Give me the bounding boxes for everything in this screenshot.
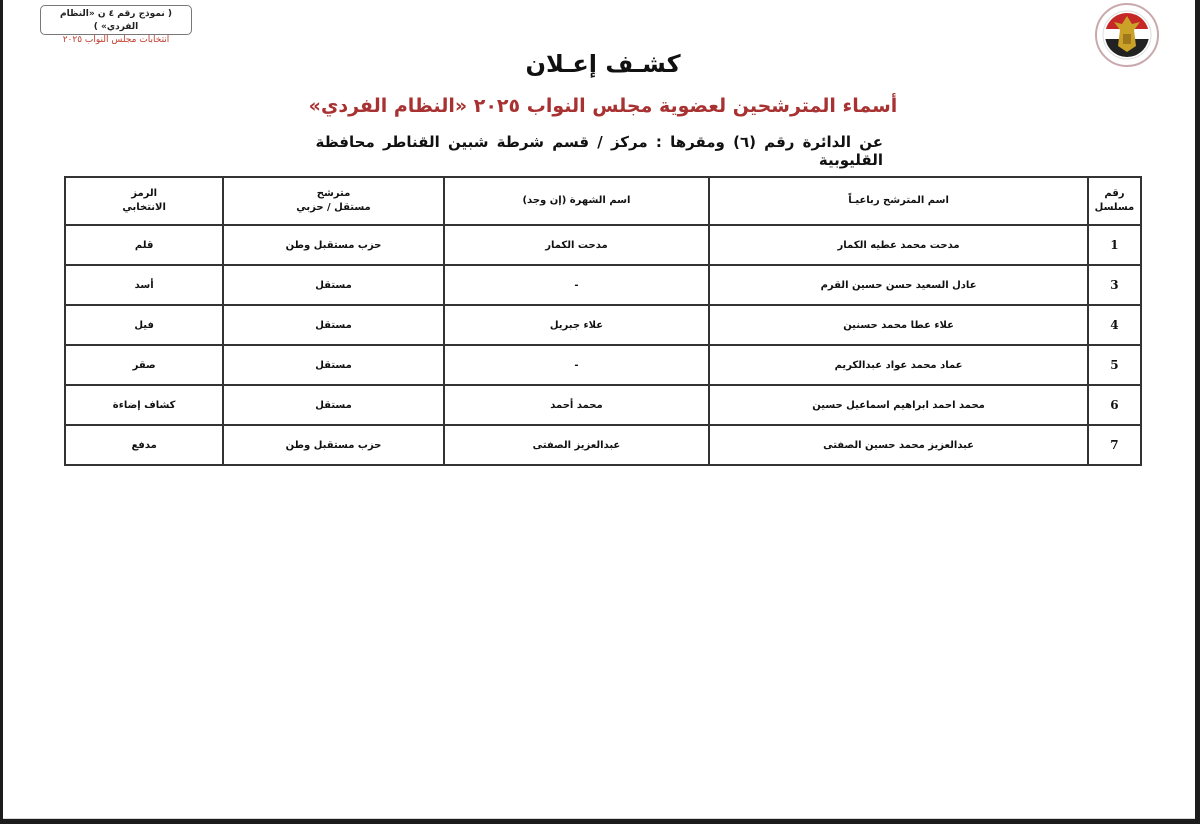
cell-symbol: كشاف إضاءة — [65, 385, 223, 425]
document-page — [3, 0, 1195, 819]
form-number-box — [40, 5, 192, 45]
cell-nickname: عبدالعزيز الصفتى — [444, 425, 709, 465]
cell-nickname: - — [444, 345, 709, 385]
cell-serial: 3 — [1088, 265, 1141, 305]
cell-type: مستقل — [223, 265, 443, 305]
cell-type: حزب مستقبل وطن — [223, 225, 443, 265]
cell-serial: 4 — [1088, 305, 1141, 345]
cell-serial: 1 — [1088, 225, 1141, 265]
cell-type: مستقل — [223, 385, 443, 425]
cell-serial: 6 — [1088, 385, 1141, 425]
cell-type: مستقل — [223, 305, 443, 345]
form-number-label: ( نموذج رقم ٤ ن «النظام الفردي» ) — [60, 9, 172, 32]
header-type: مترشح مستقل / حزبي — [223, 177, 443, 225]
cell-symbol: فيل — [65, 305, 223, 345]
cell-nickname: - — [444, 265, 709, 305]
cell-nickname: علاء جبريل — [444, 305, 709, 345]
cell-symbol: مدفع — [65, 425, 223, 465]
cell-serial: 5 — [1088, 345, 1141, 385]
table-row — [65, 225, 1141, 265]
cell-name: عماد محمد عواد عبدالكريم — [709, 345, 1088, 385]
cell-name: علاء عطا محمد حسنين — [709, 305, 1088, 345]
cell-name: محمد احمد ابراهيم اسماعيل حسين — [709, 385, 1088, 425]
cell-symbol: صقر — [65, 345, 223, 385]
header-serial: رقم مسلسل — [1088, 177, 1141, 225]
cell-nickname: محمد أحمد — [444, 385, 709, 425]
cell-name: عادل السعيد حسن حسين القرم — [709, 265, 1088, 305]
page-subtitle: أسماء المترشحين لعضوية مجلس النواب ٢٠٢٥ «النظام الفردي» — [308, 95, 898, 117]
cell-nickname: مدحت الكمار — [444, 225, 709, 265]
district-info: عن الدائرة رقم (٦) ومقرها : مركز / قسم شرطة شبين القناطر محافظة القليوبية — [315, 133, 883, 169]
cell-type: مستقل — [223, 345, 443, 385]
cell-type: حزب مستقبل وطن — [223, 425, 443, 465]
election-label: انتخابات مجلس النواب ٢٠٢٥ — [62, 35, 170, 45]
table-row — [65, 345, 1141, 385]
table-row — [65, 425, 1141, 465]
candidates-table — [64, 176, 1142, 466]
cell-serial: 7 — [1088, 425, 1141, 465]
cell-symbol: أسد — [65, 265, 223, 305]
header-symbol: الرمز الانتخابي — [65, 177, 223, 225]
header-name: اسم المترشح رباعيـاً — [709, 177, 1088, 225]
cell-name: عبدالعزيز محمد حسين الصفتى — [709, 425, 1088, 465]
table-row — [65, 265, 1141, 305]
cell-symbol: قلم — [65, 225, 223, 265]
header-nickname: اسم الشهرة (إن وجد) — [444, 177, 709, 225]
page-title: كشـف إعـلان — [525, 50, 681, 78]
cell-name: مدحت محمد عطيه الكمار — [709, 225, 1088, 265]
table-header-row — [65, 177, 1141, 225]
table-row — [65, 305, 1141, 345]
table-row — [65, 385, 1141, 425]
